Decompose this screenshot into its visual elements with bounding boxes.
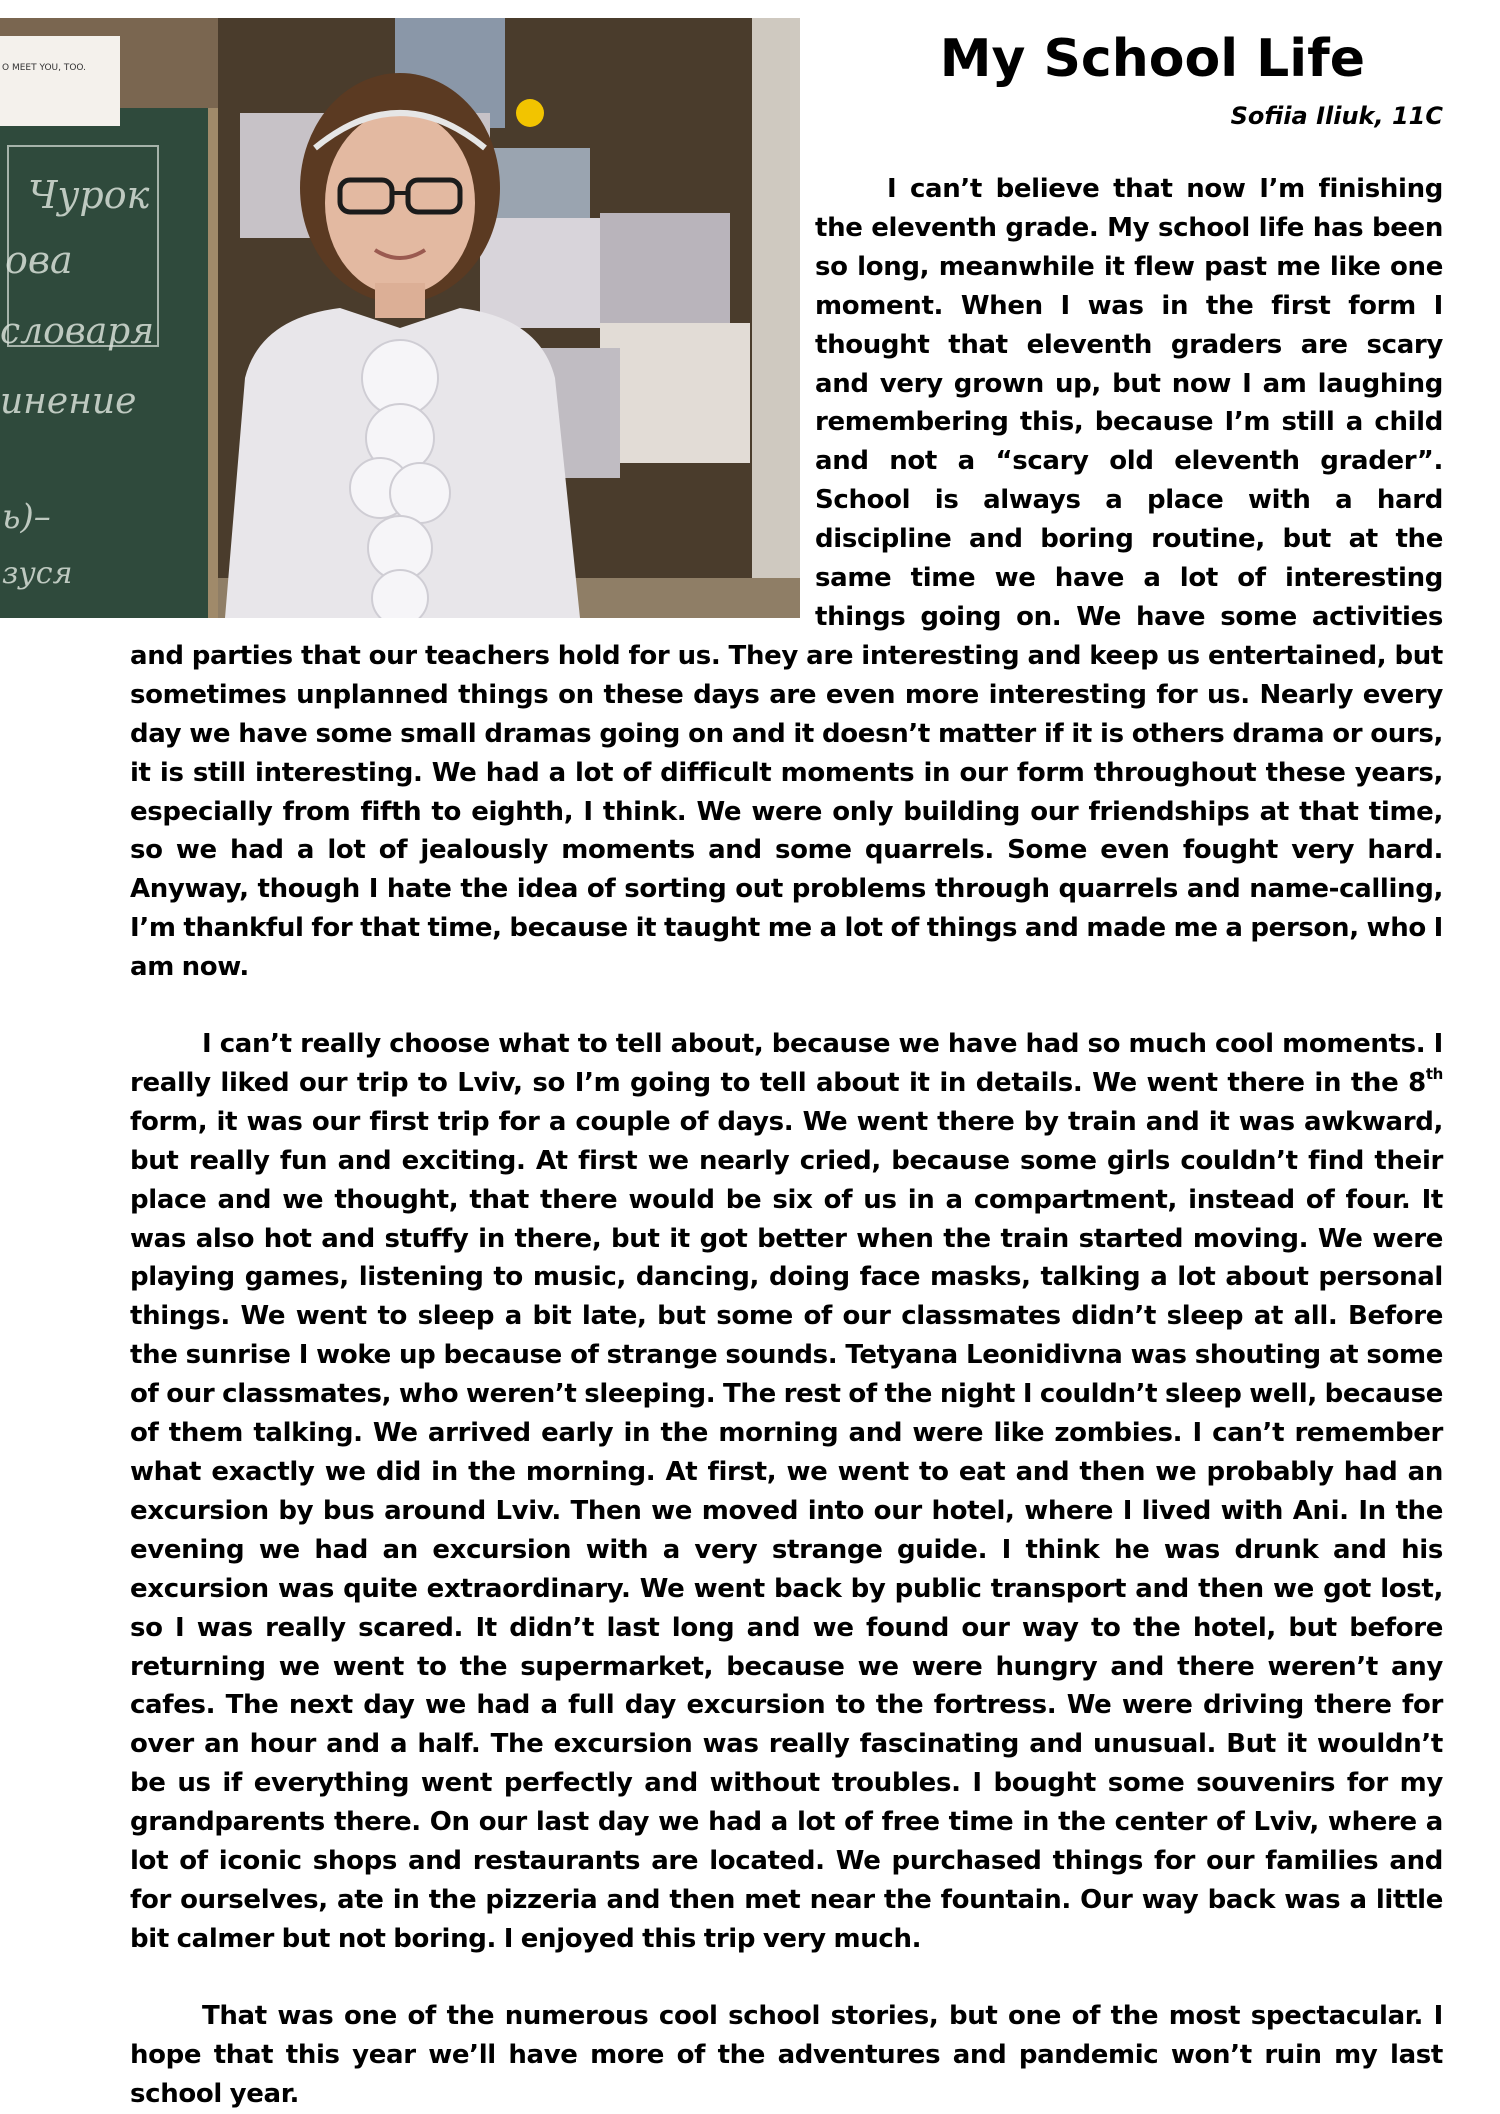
chalk-line-1: Чурок [28, 173, 150, 217]
paragraph-3-text: That was one of the numerous cool school stories, but one of the most spectacular. I hope that this year we’ll have more of the adventures and pandemic won’t ruin my last school year. [130, 2000, 1443, 2109]
paragraph-1-text: I can’t believe that now I’m finishing the eleventh grade. My school life has been so long, meanwhile it flew past me like one moment. When I was in the first form I thought that eleventh graders are scary and very grown up, but now I am laughing remembering this, because I’m still a child and not a “scary old eleventh grader”. School is always a place with a hard discipline and boring routine, but at the same time we have a lot of interesting things going on. We have some activities and parties that our teachers hold for us. They are interesting and keep us entertained, but sometimes unplanned things on these days are even more interesting for us. Nearly every day we have some small dramas going on and it doesn’t matter if it is others drama or ours, it is still interesting. We had a lot of difficult moments in our form throughout these years, especially from fifth to eighth, I think. We were only building our friendships at that time, so we had a lot of jealously moments and some quarrels. Some even fought very hard. Anyway, though I hate the idea of sorting out problems through quarrels and name-calling, I’m thankful for that time, because it taught me a lot of things and made me a person, who I am now. [130, 174, 1443, 983]
paragraph-2 [130, 1025, 1443, 1959]
chalk-line-3: словаря [0, 311, 155, 352]
poster-text: O MEET YOU, TOO. [2, 63, 87, 73]
chalk-line-2: ова [5, 238, 73, 282]
article-body [130, 170, 1443, 2114]
article-title: My School Life [939, 29, 1365, 89]
paragraph-2-text-before: I can’t really choose what to tell about, because we have had so much cool moments. I really liked our trip to Lviv, so I’m going to tell about it in details. We went there in the 8 [130, 1029, 1443, 1098]
article-author: Sofiia Iliuk, 11C [1230, 102, 1443, 130]
paragraph-3 [130, 1997, 1443, 2114]
paragraph-2-text-after: form, it was our first trip for a couple of days. We went there by train and it was awkward, but really fun and exciting. At first we nearly cried, because some girls couldn’t find their place and we thought, that there would be six of us in a compartment, instead of four. It was also hot and stuffy in there, but it got better when the train started moving. We were playing games, listening to music, dancing, doing face masks, talking a lot about personal things. We went to sleep a bit late, but some of our classmates didn’t sleep at all. Before the sunrise I woke up because of strange sounds. Tetyana Leonidivna was shouting at some of our classmates, who weren’t sleeping. The rest of the night I couldn’t sleep well, because of them talking. We arrived early in the morning and were like zombies. I can’t remember what exactly we did in the morning. At first, we went to eat and then we probably had an excursion by bus around Lviv. Then we moved into our hotel, where I lived with Ani. In the evening we had an excursion with a very strange guide. I think he was drunk and his excursion was quite extraordinary. We went back by public transport and then we got lost, so I was really scared. It didn’t last long and we found our way to the hotel, but before returning we went to the supermarket, because we were hungry and there weren’t any cafes. The next day we had a full day excursion to the fortress. We were driving there for over an hour and a half. The excursion was really fascinating and unusual. But it wouldn’t be us if everything went perfectly and without troubles. I bought some souvenirs for my grandparents there. On our last day we had a lot of free time in the center of Lviv, where a lot of iconic shops and restaurants are located. We purchased things for our families and for ourselves, ate in the pizzeria and then met near the fountain. Our way back was a little bit calmer but not boring. I enjoyed this trip very much. [130, 1106, 1443, 1954]
chalk-line-4: инение [0, 381, 137, 422]
chalk-line-6: зуся [2, 556, 73, 591]
ordinal-superscript: th [1425, 1065, 1443, 1084]
chalk-line-5: ь)– [2, 497, 51, 537]
photo-wrap-spacer [130, 170, 815, 623]
